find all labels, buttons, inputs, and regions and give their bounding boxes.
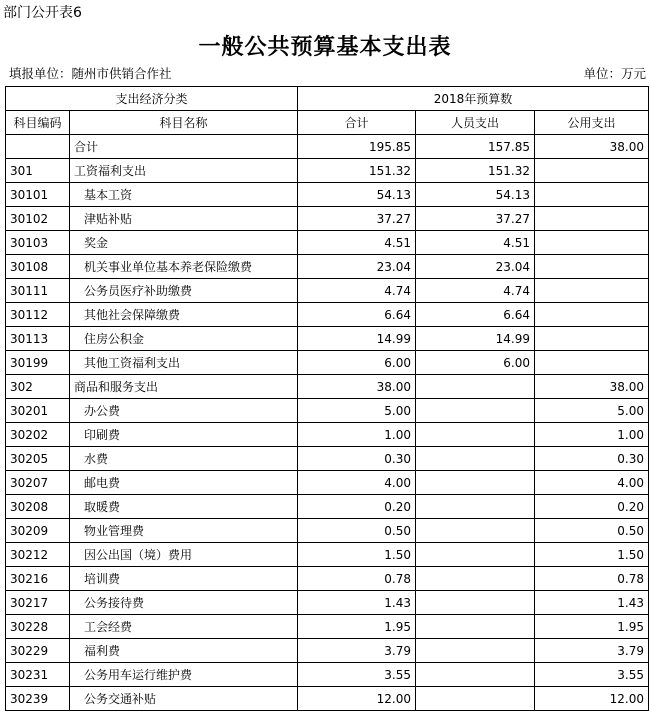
row-personnel-cell xyxy=(416,495,535,519)
column-header-name: 科目名称 xyxy=(70,111,298,135)
row-public-cell xyxy=(535,207,649,231)
row-name-cell: 工资福利支出 xyxy=(70,159,298,183)
row-name-cell: 奖金 xyxy=(70,231,298,255)
column-header-personnel: 人员支出 xyxy=(416,111,535,135)
row-code-cell: 30103 xyxy=(6,231,70,255)
row-total-cell: 0.20 xyxy=(298,495,416,519)
column-header-code: 科目编码 xyxy=(6,111,70,135)
reporting-unit: 填报单位：随州市供销合作社 xyxy=(9,66,172,81)
row-public-cell xyxy=(535,327,649,351)
row-personnel-cell xyxy=(416,687,535,711)
row-code-cell: 30108 xyxy=(6,255,70,279)
row-total-cell: 0.50 xyxy=(298,519,416,543)
table-row xyxy=(6,231,649,255)
currency-unit: 单位：万元 xyxy=(583,66,646,81)
row-code-cell: 30216 xyxy=(6,567,70,591)
row-total-cell: 12.00 xyxy=(298,687,416,711)
row-total-cell: 3.55 xyxy=(298,663,416,687)
column-header-public: 公用支出 xyxy=(535,111,649,135)
row-public-cell: 1.00 xyxy=(535,423,649,447)
row-code-cell: 30228 xyxy=(6,615,70,639)
row-name-cell: 水费 xyxy=(70,447,298,471)
row-public-cell: 38.00 xyxy=(535,135,649,159)
row-personnel-cell xyxy=(416,591,535,615)
row-name-cell: 其他社会保障缴费 xyxy=(70,303,298,327)
row-public-cell xyxy=(535,255,649,279)
row-public-cell: 12.00 xyxy=(535,687,649,711)
row-code-cell: 30113 xyxy=(6,327,70,351)
row-name-cell: 合计 xyxy=(70,135,298,159)
column-header-total: 合计 xyxy=(298,111,416,135)
row-personnel-cell: 54.13 xyxy=(416,183,535,207)
table-row xyxy=(6,687,649,711)
row-total-cell: 195.85 xyxy=(298,135,416,159)
row-code-cell: 30207 xyxy=(6,471,70,495)
row-personnel-cell xyxy=(416,375,535,399)
group-header-budget: 2018年预算数 xyxy=(298,87,649,111)
row-code-cell xyxy=(6,135,70,159)
row-name-cell: 公务接待费 xyxy=(70,591,298,615)
row-name-cell: 津贴补贴 xyxy=(70,207,298,231)
row-total-cell: 6.64 xyxy=(298,303,416,327)
column-header-row xyxy=(6,111,649,135)
row-name-cell: 住房公积金 xyxy=(70,327,298,351)
table-row xyxy=(6,183,649,207)
row-total-cell: 14.99 xyxy=(298,327,416,351)
row-personnel-cell: 37.27 xyxy=(416,207,535,231)
row-total-cell: 38.00 xyxy=(298,375,416,399)
row-personnel-cell: 23.04 xyxy=(416,255,535,279)
row-total-cell: 4.51 xyxy=(298,231,416,255)
row-public-cell: 1.43 xyxy=(535,591,649,615)
row-name-cell: 商品和服务支出 xyxy=(70,375,298,399)
row-total-cell: 1.50 xyxy=(298,543,416,567)
row-total-cell: 3.79 xyxy=(298,639,416,663)
table-row xyxy=(6,351,649,375)
page-title: 一般公共预算基本支出表 xyxy=(198,34,452,60)
row-code-cell: 30199 xyxy=(6,351,70,375)
table-row xyxy=(6,375,649,399)
row-personnel-cell: 6.64 xyxy=(416,303,535,327)
row-personnel-cell xyxy=(416,423,535,447)
table-row xyxy=(6,447,649,471)
row-name-cell: 其他工资福利支出 xyxy=(70,351,298,375)
table-row xyxy=(6,327,649,351)
row-public-cell: 0.78 xyxy=(535,567,649,591)
row-public-cell xyxy=(535,231,649,255)
row-code-cell: 30201 xyxy=(6,399,70,423)
row-public-cell xyxy=(535,183,649,207)
table-row xyxy=(6,591,649,615)
row-code-cell: 30111 xyxy=(6,279,70,303)
row-personnel-cell: 4.51 xyxy=(416,231,535,255)
row-personnel-cell: 157.85 xyxy=(416,135,535,159)
row-name-cell: 办公费 xyxy=(70,399,298,423)
row-total-cell: 1.95 xyxy=(298,615,416,639)
row-code-cell: 30102 xyxy=(6,207,70,231)
row-code-cell: 301 xyxy=(6,159,70,183)
row-code-cell: 30217 xyxy=(6,591,70,615)
table-row xyxy=(6,567,649,591)
row-personnel-cell xyxy=(416,663,535,687)
row-personnel-cell: 4.74 xyxy=(416,279,535,303)
row-code-cell: 30112 xyxy=(6,303,70,327)
table-row xyxy=(6,495,649,519)
row-total-cell: 1.00 xyxy=(298,423,416,447)
table-row xyxy=(6,471,649,495)
table-row xyxy=(6,135,649,159)
row-total-cell: 54.13 xyxy=(298,183,416,207)
row-public-cell xyxy=(535,279,649,303)
row-personnel-cell xyxy=(416,471,535,495)
row-total-cell: 4.74 xyxy=(298,279,416,303)
table-row xyxy=(6,423,649,447)
row-public-cell xyxy=(535,351,649,375)
row-total-cell: 23.04 xyxy=(298,255,416,279)
table-number-label: 部门公开表6 xyxy=(3,5,82,21)
row-code-cell: 30208 xyxy=(6,495,70,519)
row-personnel-cell xyxy=(416,519,535,543)
row-name-cell: 公务交通补贴 xyxy=(70,687,298,711)
row-name-cell: 机关事业单位基本养老保险缴费 xyxy=(70,255,298,279)
row-code-cell: 30229 xyxy=(6,639,70,663)
row-personnel-cell xyxy=(416,639,535,663)
row-total-cell: 4.00 xyxy=(298,471,416,495)
row-total-cell: 6.00 xyxy=(298,351,416,375)
table-row xyxy=(6,255,649,279)
row-total-cell: 37.27 xyxy=(298,207,416,231)
row-name-cell: 工会经费 xyxy=(70,615,298,639)
row-name-cell: 邮电费 xyxy=(70,471,298,495)
row-name-cell: 公务用车运行维护费 xyxy=(70,663,298,687)
row-public-cell xyxy=(535,303,649,327)
row-public-cell: 1.50 xyxy=(535,543,649,567)
row-public-cell: 1.95 xyxy=(535,615,649,639)
row-name-cell: 取暖费 xyxy=(70,495,298,519)
row-public-cell: 0.20 xyxy=(535,495,649,519)
row-personnel-cell xyxy=(416,399,535,423)
row-name-cell: 公务员医疗补助缴费 xyxy=(70,279,298,303)
row-personnel-cell xyxy=(416,615,535,639)
row-personnel-cell: 151.32 xyxy=(416,159,535,183)
row-name-cell: 印刷费 xyxy=(70,423,298,447)
row-public-cell: 5.00 xyxy=(535,399,649,423)
row-code-cell: 302 xyxy=(6,375,70,399)
row-public-cell xyxy=(535,159,649,183)
row-code-cell: 30205 xyxy=(6,447,70,471)
row-total-cell: 1.43 xyxy=(298,591,416,615)
row-public-cell: 0.30 xyxy=(535,447,649,471)
row-name-cell: 基本工资 xyxy=(70,183,298,207)
table-row xyxy=(6,639,649,663)
budget-table xyxy=(5,86,649,711)
row-code-cell: 30212 xyxy=(6,543,70,567)
row-name-cell: 物业管理费 xyxy=(70,519,298,543)
group-header-category: 支出经济分类 xyxy=(6,87,298,111)
row-name-cell: 培训费 xyxy=(70,567,298,591)
row-code-cell: 30202 xyxy=(6,423,70,447)
row-total-cell: 151.32 xyxy=(298,159,416,183)
table-row xyxy=(6,519,649,543)
table-row xyxy=(6,399,649,423)
row-public-cell: 0.50 xyxy=(535,519,649,543)
row-total-cell: 0.30 xyxy=(298,447,416,471)
row-public-cell: 4.00 xyxy=(535,471,649,495)
row-code-cell: 30209 xyxy=(6,519,70,543)
table-row xyxy=(6,303,649,327)
table-row xyxy=(6,663,649,687)
group-header-row xyxy=(6,87,649,111)
table-row xyxy=(6,207,649,231)
table-row xyxy=(6,279,649,303)
row-total-cell: 5.00 xyxy=(298,399,416,423)
row-public-cell: 3.55 xyxy=(535,663,649,687)
row-code-cell: 30231 xyxy=(6,663,70,687)
row-code-cell: 30101 xyxy=(6,183,70,207)
table-row xyxy=(6,615,649,639)
row-public-cell: 38.00 xyxy=(535,375,649,399)
row-public-cell: 3.79 xyxy=(535,639,649,663)
row-name-cell: 福利费 xyxy=(70,639,298,663)
row-name-cell: 因公出国（境）费用 xyxy=(70,543,298,567)
row-total-cell: 0.78 xyxy=(298,567,416,591)
row-personnel-cell: 6.00 xyxy=(416,351,535,375)
row-personnel-cell xyxy=(416,543,535,567)
table-row xyxy=(6,543,649,567)
row-personnel-cell xyxy=(416,447,535,471)
row-personnel-cell xyxy=(416,567,535,591)
row-code-cell: 30239 xyxy=(6,687,70,711)
row-personnel-cell: 14.99 xyxy=(416,327,535,351)
table-row xyxy=(6,159,649,183)
